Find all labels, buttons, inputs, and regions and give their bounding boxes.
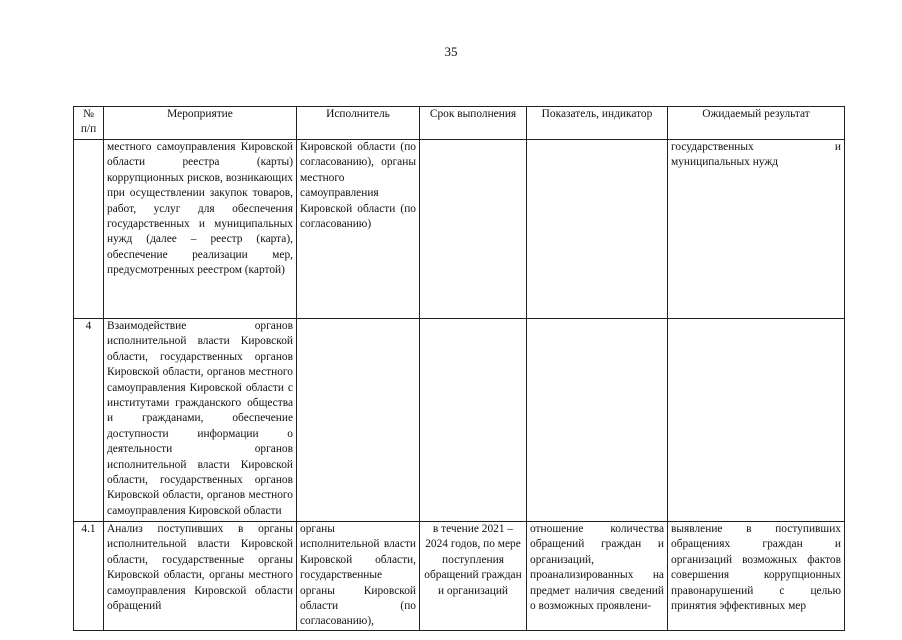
row-result: выявление в поступивших обращениях граждан и организаций возможных фактов совершения коррупционных правонарушений с целью принятия эффективных мер	[668, 522, 845, 631]
row-activity: местного самоуправления Кировской области реестра (карты) коррупционных рисков, возникающих при осуществлении закупок товаров, работ, услуг для обеспечения государственных и муниципальных нужд (далее – реестр (карта), обеспечение реализации мер, предусмотренных реестром (картой)	[104, 140, 297, 319]
row-deadline	[420, 319, 527, 522]
measures-table	[73, 106, 845, 631]
row-indicator	[527, 140, 668, 319]
header-indicator: Показатель, индикатор	[527, 107, 668, 140]
row-num: 4.1	[74, 522, 104, 631]
header-num	[74, 107, 104, 140]
header-activity: Мероприятие	[104, 107, 297, 140]
header-executor: Исполнитель	[297, 107, 420, 140]
page-number: 35	[444, 44, 458, 59]
row-deadline: в течение 2021 – 2024 годов, по мере поступления обращений граждан и организаций	[420, 522, 527, 631]
row-result	[668, 319, 845, 522]
row-executor: органы исполнительной власти Кировской области, государственные органы Кировской области (по согласованию),	[297, 522, 420, 631]
table-row	[74, 319, 845, 522]
row-activity: Анализ поступивших в органы исполнительной власти Кировской области, государственные органы Кировской области, органы местного самоуправления Кировской области обращений	[104, 522, 297, 631]
row-num: 4	[74, 319, 104, 522]
header-result: Ожидаемый результат	[668, 107, 845, 140]
row-deadline	[420, 140, 527, 319]
header-num-line1: №	[83, 108, 94, 120]
row-num	[74, 140, 104, 319]
row-executor	[297, 319, 420, 522]
row-indicator	[527, 319, 668, 522]
header-deadline: Срок выполнения	[420, 107, 527, 140]
table-row	[74, 140, 845, 319]
row-result: государственных и муниципальных нужд	[668, 140, 845, 319]
table-row	[74, 522, 845, 631]
row-executor: Кировской области (по согласованию), органы местного самоуправления Кировской области (по согласованию)	[297, 140, 420, 319]
row-activity: Взаимодействие органов исполнительной власти Кировской области, государственных органов Кировской области, органов местного самоуправления Кировской области с институтами гражданского общества и гражданами, обеспечение доступности информации о деятельности органов исполнительной власти Кировской области, государственных органов Кировской области, органов местного самоуправления Кировской области	[104, 319, 297, 522]
table-header-row	[74, 107, 845, 140]
header-num-line2: п/п	[80, 123, 97, 136]
row-indicator: отношение количества обращений граждан и организаций, проанализированных на предмет наличия сведений о возможных проявлени-	[527, 522, 668, 631]
